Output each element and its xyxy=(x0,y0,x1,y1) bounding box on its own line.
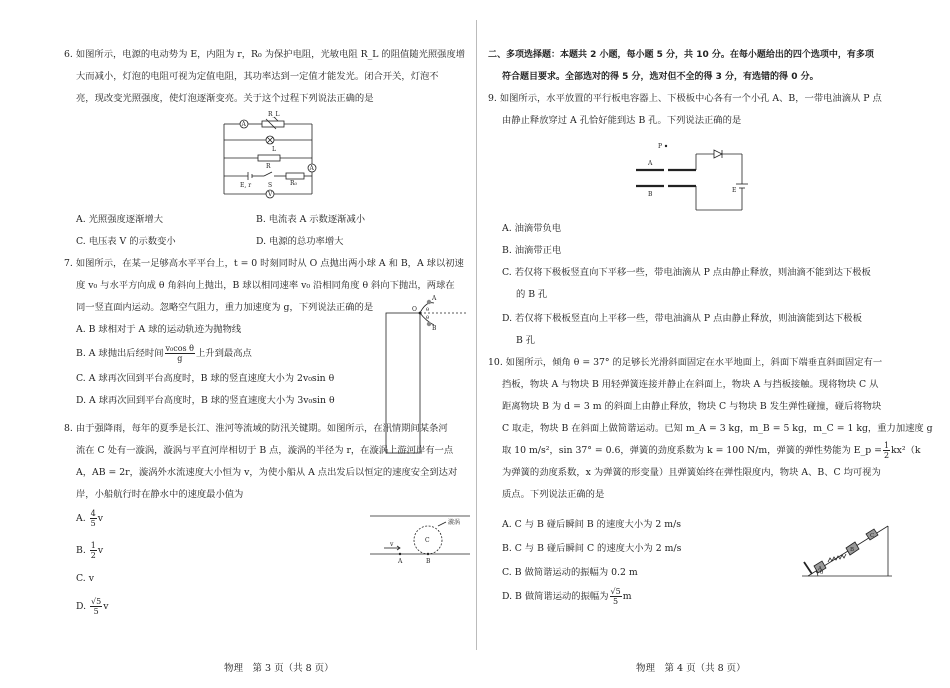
q9-label-a: A xyxy=(648,160,653,167)
q8-stem-line-2: 流在 C 处有一漩涡，漩涡与平直河岸相切于 B 点，漩涡的半径为 r，在漩涡上游河岸有一点 xyxy=(76,445,454,456)
q7-option-b-numerator: v₀cos θ xyxy=(165,344,194,353)
q8-option-a-label: A. xyxy=(76,513,86,524)
q7-option-b-fraction xyxy=(165,344,196,363)
question-10 xyxy=(488,352,933,652)
q10-line5-den: 2 xyxy=(883,451,890,460)
q10-label-c: C xyxy=(870,533,875,539)
q7-label-theta-1: θ xyxy=(426,307,430,313)
q10-label-a: A xyxy=(818,566,822,572)
q8-option-c-tail: v xyxy=(88,573,94,584)
circuit-label-r0: R₀ xyxy=(290,180,297,187)
circuit-label-emf: E, r xyxy=(240,182,252,189)
q9-label-b: B xyxy=(648,191,653,198)
q6-stem-line-2: 大而减小，灯泡的电阻可视为定值电阻，其功率达到一定值才能发光。闭合开关，灯泡不 xyxy=(76,71,439,82)
q10-line5-num: 1 xyxy=(883,441,890,450)
q8-stem-line-4: 岸，小船航行时在静水中的速度最小值为 xyxy=(76,489,244,500)
q8-option-b-fraction xyxy=(90,541,97,560)
q10-stem-line-1: 10. 如图所示，倾角 θ = 37° 的足够长光滑斜面固定在水平地面上，斜面下端垂直斜面固定有一 xyxy=(488,357,883,368)
q10-option-d-prefix: D. B 做简谐运动的振幅为 xyxy=(502,591,609,602)
q10-option-d-num: √5 xyxy=(610,587,621,596)
q7-option-a: A. B 球相对于 A 球的运动轨迹为抛物线 xyxy=(76,324,242,335)
q8-option-c-label: C. xyxy=(76,573,86,584)
q10-option-c: C. B 做简谐运动的振幅为 0.2 m xyxy=(502,567,638,578)
circuit-label-rl: R_L xyxy=(268,111,280,118)
q6-option-a: A. 光照强度逐渐增大 xyxy=(76,214,163,225)
footer-page-3: 物理 第 3 页（共 8 页） xyxy=(224,663,334,674)
q6-stem-line-1: 6. 如图所示，电源的电动势为 E，内阻为 r，R₀ 为保护电阻，光敏电阻 R_L 的阻值随光照强度增 xyxy=(64,49,466,60)
q9-option-c-continued: 的 B 孔 xyxy=(516,289,548,300)
q6-stem-line-3: 亮，现改变光照强度，使灯泡逐渐变亮。关于这个过程下列说法正确的是 xyxy=(76,93,374,104)
q6-option-d: D. 电源的总功率增大 xyxy=(256,236,344,247)
q7-ball-a xyxy=(427,300,431,304)
q8-stem-line-1: 8. 由于强降雨，每年的夏季是长江、淮河等流域的防汛关键期。如图所示，在汛情期间某条河 xyxy=(64,423,448,434)
column-divider xyxy=(476,20,477,650)
q10-stem-line-3: 距离物块 B 为 d = 3 m 的斜面上由静止释放，物块 C 与物块 B 发生弹性碰撞，碰后将物块 xyxy=(502,401,882,412)
circuit-label-ammeter-1: A xyxy=(241,121,246,128)
circuit-label-voltmeter: V xyxy=(268,191,273,198)
q8-option-b-label: B. xyxy=(76,545,86,556)
q10-line5-fraction xyxy=(883,441,890,460)
q8-option-d-fraction xyxy=(90,597,102,616)
q7-stem-line-2: 度 v₀ 与水平方向成 θ 角斜向上抛出，B 球以相同速率 v₀ 沿相同角度 θ 斜向下抛出，两球在 xyxy=(76,280,455,291)
q8-option-b xyxy=(76,540,103,562)
q8-option-d-den: 5 xyxy=(93,607,99,616)
q7-option-b-denominator: g xyxy=(177,354,183,363)
q7-point-o xyxy=(419,312,422,315)
q8-label-b: B xyxy=(426,558,431,565)
circuit-label-lamp: L xyxy=(272,146,276,153)
section-header xyxy=(488,44,892,88)
q10-line5-prefix: 取 10 m/s²，sin 37° = 0.6，弹簧的劲度系数为 k = 100 N/m，弹簧的弹性势能为 E_p = xyxy=(502,445,882,456)
q8-option-b-den: 2 xyxy=(90,551,96,560)
q7-option-d: D. A 球再次回到平台高度时，B 球的竖直速度大小为 3v₀sin θ xyxy=(76,395,335,406)
q9-option-a: A. 油滴带负电 xyxy=(502,223,562,234)
q6-option-b: B. 电流表 A 示数逐渐减小 xyxy=(256,214,366,225)
q10-stem-line-4: C 取走，物块 B 在斜面上做简谐运动。已知 m_A = 3 kg，m_B = 5 kg，m_C = 1 kg，重力加速度 g xyxy=(502,423,933,434)
q9-diode-symbol xyxy=(714,150,722,158)
q10-option-d-fraction xyxy=(610,587,622,606)
q8-label-v: v xyxy=(390,541,394,548)
q8-point-a xyxy=(399,553,401,555)
footer-page-4: 物理 第 4 页（共 8 页） xyxy=(636,663,746,674)
q7-stem-line-1: 7. 如图所示，在某一足够高水平平台上，t = 0 时刻同时从 O 点抛出两小球 A 和 B，A 球以初速 xyxy=(64,258,464,269)
question-8 xyxy=(64,418,472,658)
section-line-1: 二、多项选择题：本题共 2 小题，每小题 5 分，共 10 分。在每小题给出的四个选项中，有多项 xyxy=(488,50,874,60)
q8-option-b-tail: v xyxy=(97,545,104,556)
q9-option-b: B. 油滴带正电 xyxy=(502,245,562,256)
resistor-r-symbol xyxy=(258,155,280,161)
q10-stem-line-5 xyxy=(488,440,921,462)
q8-option-a xyxy=(76,508,103,530)
question-7 xyxy=(64,253,472,418)
q8-option-a-tail: v xyxy=(97,513,103,524)
resistor-r0-symbol xyxy=(286,173,304,179)
q8-label-c: C xyxy=(425,537,430,544)
q8-option-d xyxy=(76,596,109,618)
q8-point-b xyxy=(427,553,429,555)
q9-label-e: E xyxy=(732,187,737,194)
q7-label-theta-2: θ xyxy=(426,315,430,321)
q10-line5-suffix: kx²（k xyxy=(891,445,921,456)
q8-option-d-label: D. xyxy=(76,601,87,612)
q8-river-diagram xyxy=(370,512,470,572)
q8-option-a-den: 5 xyxy=(90,519,96,528)
q10-barrier xyxy=(804,562,812,574)
q8-option-d-num: √5 xyxy=(91,597,102,606)
q6-option-c: C. 电压表 V 的示数变小 xyxy=(76,236,176,247)
q10-option-d-suffix: m xyxy=(622,591,632,602)
q9-capacitor-diagram xyxy=(628,140,748,218)
q8-option-d-tail: v xyxy=(103,601,109,612)
section-line-2: 符合题目要求。全部选对的得 5 分，选对但不全的得 3 分，有选错的得 0 分。 xyxy=(502,72,819,82)
circuit-label-switch: S xyxy=(268,182,273,189)
q9-option-d: D. 若仅将下极板竖直向上平移一些，带电油滴从 P 点由静止释放，则油滴能到达下极板 xyxy=(502,313,862,324)
circuit-label-r: R xyxy=(266,163,271,170)
q9-label-p: P xyxy=(658,143,663,150)
q7-label-o: O xyxy=(412,306,417,313)
q10-option-d xyxy=(502,586,632,608)
q10-option-d-den: 5 xyxy=(613,597,619,606)
switch-s-symbol xyxy=(264,172,272,176)
q10-stem-line-7: 质点。下列说法正确的是 xyxy=(502,489,605,500)
q7-option-b-prefix: B. A 球抛出后经时间 xyxy=(76,348,164,359)
q10-option-b: B. C 与 B 碰后瞬间 C 的速度大小为 2 m/s xyxy=(502,543,682,554)
q7-label-a: A xyxy=(432,295,437,302)
q10-label-theta: θ xyxy=(820,570,824,576)
q8-option-b-num: 1 xyxy=(90,541,96,550)
q7-option-b xyxy=(76,343,252,365)
q10-option-a: A. C 与 B 碰后瞬间 B 的速度大小为 2 m/s xyxy=(502,519,681,530)
question-6 xyxy=(64,44,472,274)
q8-label-a: A xyxy=(398,558,403,565)
q7-stem-line-3: 同一竖直面内运动。忽略空气阻力，重力加速度为 g，下列说法正确的是 xyxy=(76,302,374,313)
q9-option-c: C. 若仅将下极板竖直向下平移一些，带电油滴从 P 点由静止释放，则油滴不能到达下极板 xyxy=(502,267,871,278)
q7-option-b-suffix: 上升到最高点 xyxy=(196,348,252,359)
q8-option-c xyxy=(76,568,94,590)
question-9 xyxy=(488,88,892,358)
q7-option-c: C. A 球再次回到平台高度时，B 球的竖直速度大小为 2v₀sin θ xyxy=(76,373,335,384)
q10-stem-line-2: 挡板，物块 A 与物块 B 用轻弹簧连接并静止在斜面上，物块 A 与挡板接触。现将物块 C 从 xyxy=(502,379,879,390)
circuit-label-ammeter-2: A xyxy=(309,165,314,172)
q9-stem-line-2: 由静止释放穿过 A 孔恰好能到达 B 孔。下列说法正确的是 xyxy=(502,115,742,126)
q10-incline-diagram xyxy=(800,520,892,580)
q6-circuit-diagram xyxy=(214,111,324,202)
q7-label-b: B xyxy=(432,325,437,332)
q10-spring xyxy=(828,554,846,562)
q8-label-vortex: 漩涡 xyxy=(448,519,461,526)
q8-option-a-fraction xyxy=(90,509,97,528)
q9-option-d-continued: B 孔 xyxy=(516,335,536,346)
q8-option-a-num: 4 xyxy=(90,509,96,518)
q7-ball-b xyxy=(427,322,431,326)
q9-stem-line-1: 9. 如图所示，水平放置的平行板电容器上、下极板中心各有一个小孔 A、B，一带电油滴从 P 点 xyxy=(488,93,882,104)
q8-stem-line-3: A，AB = 2r，漩涡外水流速度大小恒为 v，为使小船从 A 点出发后以恒定的速度安全到达对 xyxy=(76,467,458,478)
q10-stem-line-6: 为弹簧的劲度系数，x 为弹簧的形变量）且弹簧始终在弹性限度内，物块 A、B、C 均可视为 xyxy=(502,467,881,478)
q10-label-b: B xyxy=(850,547,855,553)
q9-point-p xyxy=(665,145,667,147)
